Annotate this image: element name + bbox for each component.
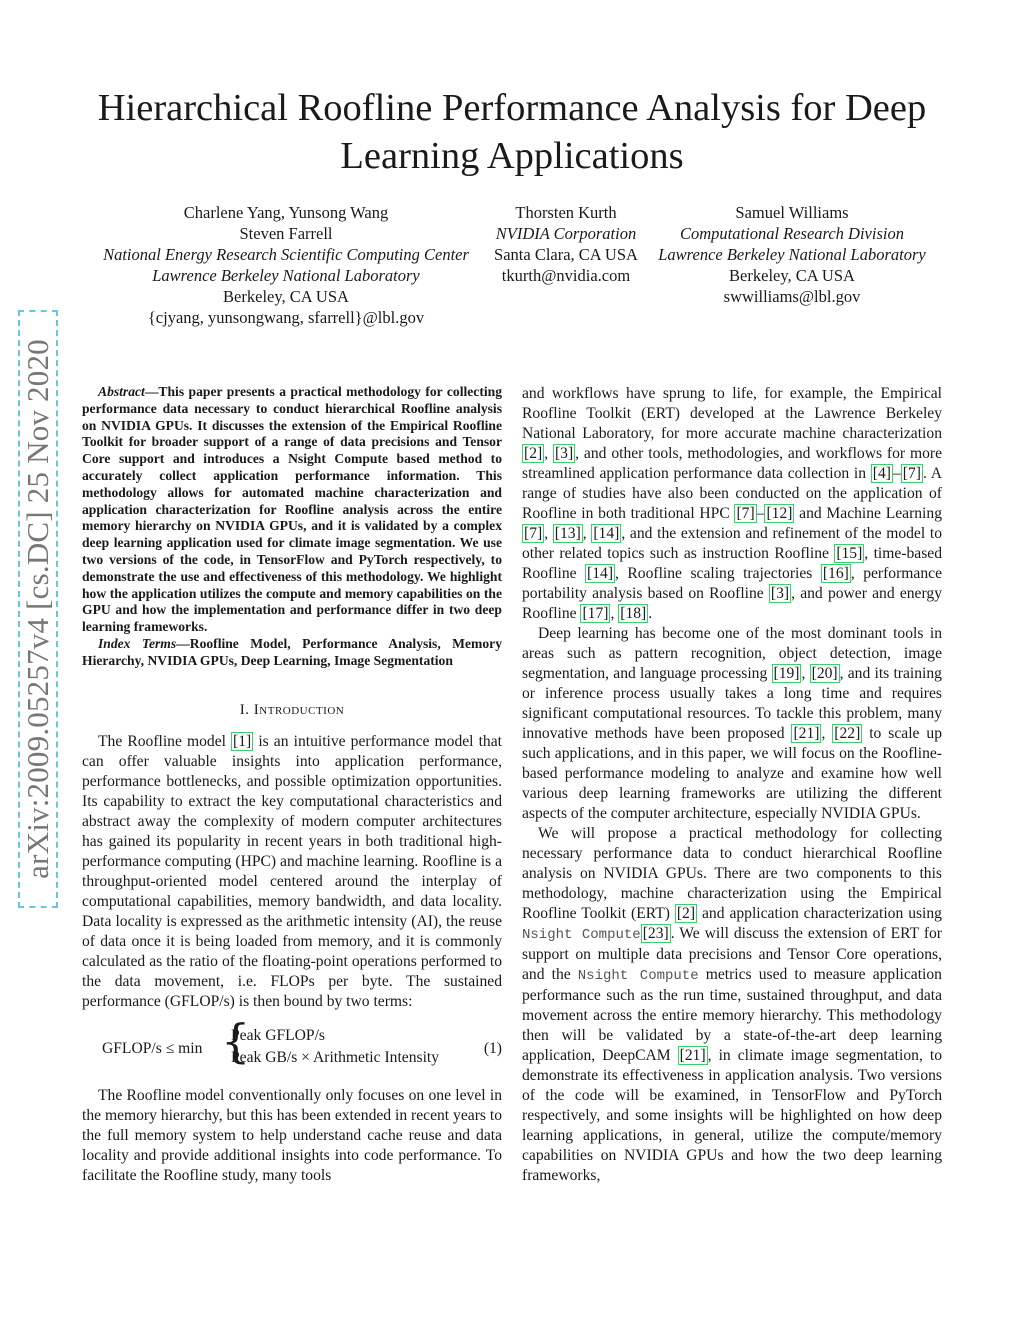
text-run: . We will discuss the extension of ERT for support on multiple data precisions and Tensor Core operations, and the xyxy=(522,925,942,983)
arxiv-identifier[interactable]: arXiv:2009.05257v4 [cs.DC] 25 Nov 2020 xyxy=(20,339,55,879)
equation-lhs: GFLOP/s ≤ min xyxy=(102,1039,203,1057)
citation-link[interactable]: [7] xyxy=(524,525,543,542)
citation-link[interactable]: [22] xyxy=(834,725,861,742)
author-affiliation-line: Lawrence Berkeley National Laboratory xyxy=(658,245,926,264)
citation-link[interactable]: [1] xyxy=(233,732,252,750)
equation-case-1: Peak GFLOP/s xyxy=(231,1026,326,1044)
citation-link[interactable]: [2] xyxy=(676,905,696,922)
text-run: , xyxy=(801,665,810,682)
citation-link[interactable]: [23] xyxy=(642,925,669,942)
text-run: – xyxy=(892,465,901,482)
citation-link[interactable]: [12] xyxy=(766,505,793,522)
text-run: , xyxy=(582,525,592,542)
author-affiliation-line: Berkeley, CA USA xyxy=(729,266,855,285)
text-run: and workflows have sprung to life, for example, the Empirical Roofline Toolkit (ERT) developed at the Lawrence Berkeley National Laboratory, for more accurate machine characterization xyxy=(522,385,942,442)
left-column xyxy=(82,384,502,1186)
text-run: , xyxy=(821,725,833,742)
abstract-text: —This paper presents a practical methodology for collecting performance data necessary to conduct hierarchical Roofline analysis on NVIDIA GPUs. It discusses the extension of the Empirical Roofline Toolkit for broader support of a range of data precisions and Tensor Core support and introduces a Nsight Compute based method to accurately collect application performance information. This methodology allows for automated machine characterization and application characterization for Roofline analysis across the entire memory hierarchy on NVIDIA GPUs, and it is validated by a complex deep learning application used for climate image segmentation. We use two versions of the code, in TensorFlow and PyTorch respectively, to demonstrate the use and effectiveness of this methodology. We highlight how the application utilizes the compute and memory capabilities on the GPU and how the implementation and performance differ in two deep learning frameworks. xyxy=(82,384,502,635)
citation-link[interactable]: [14] xyxy=(593,525,620,542)
citation-link[interactable]: [17] xyxy=(582,605,609,622)
arxiv-stamp xyxy=(18,310,58,908)
author-affiliation-line[interactable]: swwilliams@lbl.gov xyxy=(723,287,861,306)
paragraph xyxy=(82,732,502,1012)
author-block-nvidia xyxy=(486,202,646,286)
author-affiliation-line: NVIDIA Corporation xyxy=(495,224,637,243)
text-run: to scale up such applications, and in this paper, we will focus on the Roofline-based performance modeling to analyze and examine how well various deep learning frameworks are utilizing the different aspects of the computer architecture, especially NVIDIA GPUs. xyxy=(522,725,943,822)
text-run: , and its training or inference process usually takes a long time and requires significant computational resources. To tackle this problem, many innovative methods have been proposed xyxy=(522,665,942,742)
text-run: , Roofline scaling trajectories xyxy=(615,565,821,582)
author-affiliation-line: Santa Clara, CA USA xyxy=(494,245,638,264)
author-name: Samuel Williams xyxy=(735,203,849,222)
text-run: The Roofline model xyxy=(98,732,232,750)
author-block-crd xyxy=(652,202,932,307)
text-run: . A range of studies have also been conducted on the application of Roofline in both traditional HPC xyxy=(522,465,942,522)
index-terms-text: —Roofline Model, Performance Analysis, Memory Hierarchy, NVIDIA GPUs, Deep Learning, Image Segmentation xyxy=(82,635,502,668)
citation-link[interactable]: [3] xyxy=(554,445,574,462)
citation-link[interactable]: [7] xyxy=(902,465,921,482)
author-name: Charlene Yang, Yunsong Wang xyxy=(183,203,389,222)
author-affiliation-line: Computational Research Division xyxy=(680,224,904,243)
equation-1 xyxy=(82,1013,502,1076)
author-block-nersc xyxy=(90,202,482,328)
text-run: , xyxy=(544,525,553,542)
citation-link[interactable]: [13] xyxy=(554,525,581,542)
text-run: and Machine Learning xyxy=(794,505,942,522)
paper-title: Hierarchical Roofline Performance Analysis for Deep Learning Applications xyxy=(97,87,927,177)
citation-link[interactable]: [4] xyxy=(872,465,891,482)
citation-link[interactable]: [18] xyxy=(620,605,647,622)
abstract-label: Abstract xyxy=(98,384,145,399)
text-run: , xyxy=(544,445,553,462)
text-run: – xyxy=(756,505,765,522)
author-affiliation-line: Steven Farrell xyxy=(239,224,333,243)
text-run: The Roofline model conventionally only focuses on one level in the memory hierarchy, but this has been extended in recent years to the full memory system to help understand cache reuse and data locality and provide additional insights into code performance. To facilitate the Roofline study, many tools xyxy=(82,1086,502,1184)
citation-link[interactable]: [16] xyxy=(822,565,849,582)
author-affiliation-line[interactable]: {cjyang, yunsongwang, sfarrell}@lbl.gov xyxy=(147,308,425,327)
citation-link[interactable]: [7] xyxy=(736,505,755,522)
equation-case-2: Peak GB/s × Arithmetic Intensity xyxy=(231,1048,440,1066)
paragraph xyxy=(522,384,942,624)
abstract xyxy=(82,384,502,636)
author-affiliation-line: Berkeley, CA USA xyxy=(223,287,349,306)
text-run: . xyxy=(648,605,653,622)
citation-link[interactable]: [21] xyxy=(793,725,820,742)
paragraph xyxy=(522,624,942,824)
text-run: , time-based Roofline xyxy=(522,545,943,582)
citation-link[interactable]: [15] xyxy=(836,545,863,562)
author-affiliation-line: Lawrence Berkeley National Laboratory xyxy=(152,266,420,285)
tool-name: Nsight Compute xyxy=(577,968,699,984)
author-affiliation-line: National Energy Research Scientific Computing Center xyxy=(103,245,469,264)
text-run: , in climate image segmentation, to demonstrate its effectiveness in application analysis. Two versions of the code will be examined, in TensorFlow and PyTorch respectively, and some insights will be highlighted on how deep learning applications, in general, utilize the compute/memory capabilities on NVIDIA GPUs and how the two deep learning frameworks, xyxy=(522,1047,943,1184)
citation-link[interactable]: [19] xyxy=(773,665,800,682)
left-brace: { xyxy=(221,1013,251,1068)
paragraph xyxy=(82,1086,502,1186)
tool-name: Nsight Compute xyxy=(522,927,641,943)
text-run: , and the extension and refinement of the model to other related topics such as instruction Roofline xyxy=(522,525,943,562)
section-heading-introduction xyxy=(82,700,502,720)
text-run: , and power and energy Roofline xyxy=(522,585,942,622)
text-run: metrics used to measure application performance such as the run time, sustained throughput, and data movement across the entire memory hierarchy. This methodology then will be validated by a state-of-the-art deep learning application, DeepCAM xyxy=(522,966,942,1064)
section-number: I. xyxy=(239,701,250,718)
author-name: Thorsten Kurth xyxy=(515,203,617,222)
citation-link[interactable]: [14] xyxy=(587,565,614,582)
citation-link[interactable]: [3] xyxy=(770,585,790,602)
paragraph xyxy=(522,824,942,1186)
text-run: We will propose a practical methodology for collecting necessary performance data to conduct hierarchical Roofline analysis on NVIDIA GPUs. There are two components to this methodology, machine characterization using the Empirical Roofline Toolkit (ERT) xyxy=(522,825,942,922)
citation-link[interactable]: [21] xyxy=(679,1047,706,1064)
citation-link[interactable]: [20] xyxy=(811,665,838,682)
text-run: and application characterization using xyxy=(697,905,942,922)
text-run: , xyxy=(610,605,619,622)
text-run: is an intuitive performance model that can offer valuable insights into application performance, performance bottlenecks, and possible optimization opportunities. Its capability to extract the key computational characteristics and abstract away the complexity of modern computer architectures has gained its popularity in recent years in both traditional high-performance computing (HPC) and machine learning. Roofline is a throughput-oriented model centered around the interplay of computational capabilities, memory bandwidth, and data locality. Data locality is expressed as the arithmetic intensity (AI), the reuse of data once it is being loaded from memory, and it is commonly calculated as the ratio of the floating-point operations performed to the data movement, i.e. FLOPs per byte. The sustained performance (GFLOP/s) is then bound by two terms: xyxy=(82,732,502,1010)
text-run: , performance portability analysis based on Roofline xyxy=(522,565,942,602)
index-terms-label: Index Terms xyxy=(98,635,177,651)
equation-number: (1) xyxy=(483,1039,502,1057)
right-column xyxy=(522,384,942,1186)
text-run: Deep learning has become one of the most dominant tools in areas such as pattern recognition, object detection, image segmentation, and language processing xyxy=(522,625,942,682)
citation-link[interactable]: [2] xyxy=(524,445,543,462)
section-title: Introduction xyxy=(253,701,345,718)
text-run: , and other tools, methodologies, and workflows for more streamlined application performance data collection in xyxy=(522,445,942,482)
index-terms xyxy=(82,636,502,670)
author-affiliation-line[interactable]: tkurth@nvidia.com xyxy=(501,266,631,285)
